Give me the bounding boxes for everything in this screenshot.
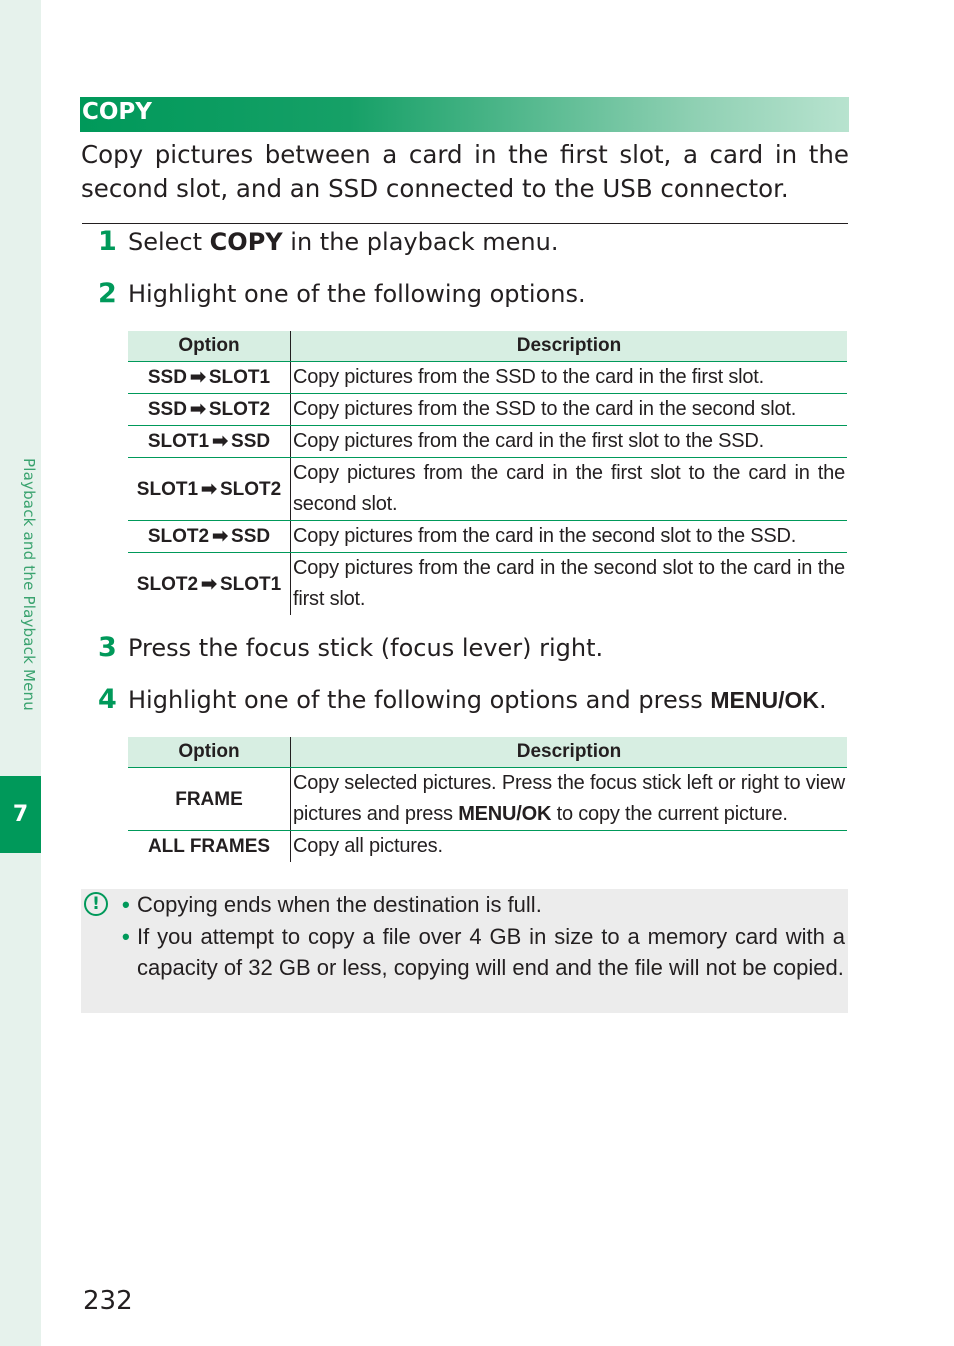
option-cell — [128, 553, 291, 616]
option-destination: SLOT1 — [219, 573, 282, 595]
arrow-right-icon: ➡ — [201, 478, 217, 500]
description-cell — [291, 768, 848, 831]
description-cell: Copy pictures from the SSD to the card in the first slot. — [291, 362, 848, 394]
divider — [82, 223, 848, 224]
note-text: Copying ends when the destination is full. — [137, 892, 542, 917]
description-cell: Copy pictures from the card in the second slot to the card in the first slot. — [293, 557, 845, 610]
description-cell — [291, 831, 848, 863]
description-text: Copy selected pictures. Press the focus stick left or right to view pictures and press — [293, 772, 845, 825]
arrow-right-icon: ➡ — [201, 573, 217, 595]
option-cell: FRAME — [128, 768, 291, 831]
table-header-option: Option — [128, 737, 291, 768]
option-source: SLOT2 — [136, 573, 199, 595]
step-number: 3 — [98, 632, 117, 663]
step-text-pre: Highlight one of the following options and press — [128, 686, 711, 714]
table-header-description: Description — [291, 331, 848, 362]
table-row — [128, 362, 847, 394]
option-destination: SLOT1 — [208, 367, 271, 388]
step-text-post: . — [818, 686, 827, 714]
table-header-option: Option — [128, 331, 291, 362]
arrow-right-icon: ➡ — [212, 431, 229, 452]
step-number: 4 — [98, 684, 117, 715]
table-row — [128, 553, 847, 616]
step-2 — [98, 279, 586, 309]
option-cell — [128, 521, 291, 553]
step-menu-item: COPY — [209, 228, 283, 256]
step-number: 2 — [98, 278, 117, 309]
option-source: SSD — [147, 367, 187, 388]
option-destination: SSD — [231, 431, 271, 452]
table-row — [128, 426, 847, 458]
note-list — [122, 889, 845, 984]
option-cell: ALL FRAMES — [128, 831, 291, 863]
section-title: COPY — [82, 99, 152, 125]
step-1 — [98, 227, 558, 257]
step-text: Press the focus stick (focus lever) right. — [128, 634, 604, 662]
table-row — [128, 521, 847, 553]
option-destination: SSD — [231, 526, 271, 547]
description-text: to copy the current picture. — [551, 803, 788, 825]
menu-ok-button-label: MENU/OK — [458, 803, 552, 825]
page-number: 232 — [83, 1286, 133, 1316]
option-cell — [128, 426, 291, 458]
note-item — [122, 921, 845, 984]
note-item — [122, 889, 845, 921]
option-cell — [128, 458, 291, 521]
description-cell: Copy pictures from the card in the second slot to the SSD. — [291, 521, 848, 553]
menu-ok-button-label: MENU/OK — [710, 687, 819, 713]
option-destination: SLOT2 — [208, 399, 271, 420]
option-source: SLOT1 — [136, 478, 199, 500]
step-text-pre: Select — [128, 228, 210, 256]
step-4 — [98, 685, 827, 715]
table-row — [128, 394, 847, 426]
caution-note — [81, 889, 848, 1013]
table-row — [128, 831, 847, 863]
description-cell: Copy pictures from the SSD to the card in the second slot. — [291, 394, 848, 426]
bullet-icon: • — [122, 892, 130, 917]
note-text: If you attempt to copy a file over 4 GB in size to a memory card with a capacity of 32 GB or less, copying will end and the file will not be copied. — [137, 923, 845, 980]
description-cell: Copy pictures from the card in the first slot to the card in the second slot. — [291, 458, 848, 521]
section-intro: Copy pictures between a card in the first slot, a card in the second slot, and an SSD connected to the USB connector. — [81, 140, 849, 203]
step-text-post: in the playback menu. — [282, 228, 559, 256]
arrow-right-icon: ➡ — [189, 399, 206, 420]
arrow-right-icon: ➡ — [212, 526, 229, 547]
table-row — [128, 768, 847, 831]
table-header-description: Description — [291, 737, 848, 768]
section-header-bar — [80, 97, 849, 132]
description-cell: Copy pictures from the card in the first slot to the SSD. — [291, 426, 848, 458]
option-source: SLOT2 — [147, 526, 210, 547]
chapter-number-tab: 7 — [0, 776, 41, 853]
arrow-right-icon: ➡ — [189, 367, 206, 388]
caution-icon: ! — [84, 892, 108, 916]
option-cell — [128, 362, 291, 394]
copy-options-table — [128, 331, 847, 615]
step-number: 1 — [98, 226, 117, 257]
table-row — [128, 458, 847, 521]
option-destination: SLOT2 — [219, 478, 282, 500]
step-3 — [98, 633, 603, 663]
option-source: SSD — [147, 399, 187, 420]
chapter-side-label: Playback and the Playback Menu — [20, 458, 38, 711]
option-cell — [128, 394, 291, 426]
bullet-icon: • — [122, 923, 130, 949]
option-source: SLOT1 — [147, 431, 210, 452]
description-text: Copy all pictures. — [293, 835, 443, 857]
step-text: Highlight one of the following options. — [128, 280, 586, 308]
frame-options-table — [128, 737, 847, 862]
